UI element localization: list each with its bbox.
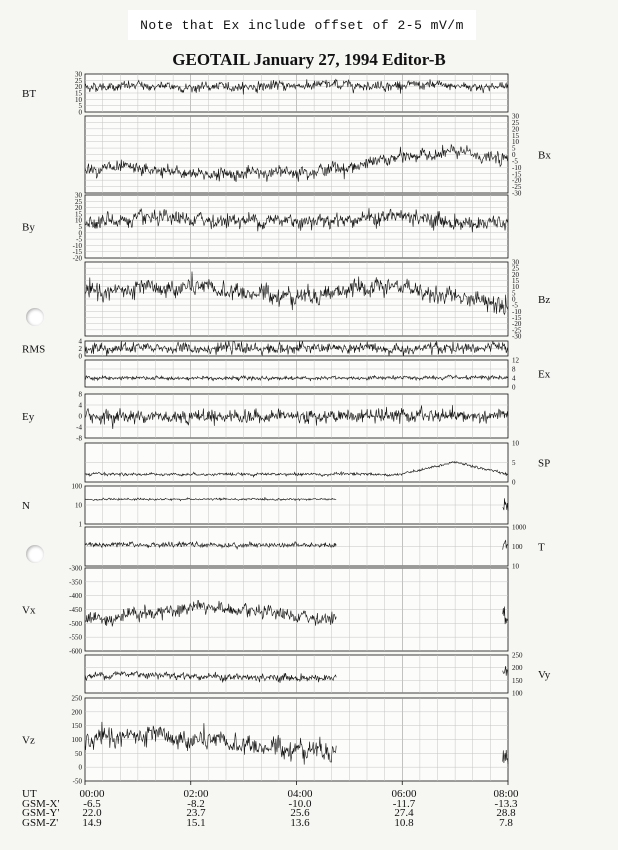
tick-label-t: 100 bbox=[512, 543, 523, 551]
tick-label-bx: -15 bbox=[512, 170, 522, 179]
tick-label-bx: -30 bbox=[512, 189, 522, 198]
footer-value: 15.1 bbox=[186, 816, 206, 829]
tick-label-by: 10 bbox=[75, 216, 82, 225]
tick-label-bz: -10 bbox=[512, 307, 522, 316]
tick-label-bx: -10 bbox=[512, 163, 522, 172]
footer-value: 14.9 bbox=[82, 816, 102, 829]
tick-label-ey: -8 bbox=[76, 434, 82, 443]
panel-label-vz: Vz bbox=[22, 734, 35, 747]
chart-title: GEOTAIL January 27, 1994 Editor-B bbox=[172, 50, 446, 69]
tick-label-n: 100 bbox=[71, 482, 82, 491]
tick-label-ex: 12 bbox=[512, 356, 519, 365]
tick-label-vz: 50 bbox=[75, 749, 82, 758]
footer-value: -6.5 bbox=[83, 797, 101, 810]
tick-label-vx: -500 bbox=[69, 619, 82, 628]
tick-label-vz: 200 bbox=[71, 708, 82, 717]
tick-label-bx: 30 bbox=[512, 112, 519, 121]
tick-label-vx: -450 bbox=[69, 606, 82, 614]
tick-label-vx: -400 bbox=[69, 592, 82, 601]
footer-value: 27.4 bbox=[394, 807, 414, 819]
tick-label-bx: -25 bbox=[512, 183, 522, 192]
footer-value: -13.3 bbox=[494, 797, 518, 810]
footer-value: -8.2 bbox=[187, 797, 205, 810]
tick-label-sp: 5 bbox=[512, 459, 516, 467]
tick-label-vz: -50 bbox=[72, 777, 82, 786]
footer-value: 13.6 bbox=[290, 816, 310, 829]
tick-label-vx: -550 bbox=[69, 633, 82, 642]
tick-label-ex: 0 bbox=[512, 383, 516, 392]
tick-label-bt: 10 bbox=[75, 95, 82, 104]
tick-label-by: 15 bbox=[75, 210, 82, 219]
tick-label-vy: 150 bbox=[512, 676, 523, 685]
panel-label-rms: RMS bbox=[22, 343, 46, 356]
tick-label-rms: 4 bbox=[78, 337, 82, 346]
tick-label-bx: 25 bbox=[512, 118, 519, 127]
tick-label-ey: 4 bbox=[78, 401, 82, 410]
tick-label-ey: -4 bbox=[76, 423, 82, 432]
footer-value: 28.8 bbox=[496, 807, 516, 819]
tick-label-bz: 30 bbox=[512, 258, 519, 267]
tick-label-sp: 10 bbox=[512, 439, 519, 448]
footer-value: 23.7 bbox=[186, 807, 206, 819]
tick-label-bz: 10 bbox=[512, 283, 519, 292]
footer-value: 25.6 bbox=[290, 807, 310, 819]
tick-label-bt: 25 bbox=[75, 76, 82, 85]
tick-label-bt: 5 bbox=[78, 102, 82, 111]
tick-label-by: 0 bbox=[78, 229, 82, 238]
tick-label-t: 1000 bbox=[512, 523, 526, 532]
tick-label-bx: 0 bbox=[512, 151, 516, 159]
panel-label-bx: Bx bbox=[538, 149, 551, 162]
footer-value: -11.7 bbox=[392, 797, 416, 810]
panel-label-bt: BT bbox=[22, 88, 37, 100]
tick-label-bz: 0 bbox=[512, 295, 516, 304]
tick-label-bx: 10 bbox=[512, 138, 519, 147]
panel-label-t: T bbox=[538, 541, 545, 554]
tick-label-by: -15 bbox=[72, 248, 82, 257]
tick-label-vz: 100 bbox=[71, 736, 82, 744]
tick-label-n: 1 bbox=[78, 520, 82, 529]
tick-label-by: -5 bbox=[76, 235, 82, 244]
panel-label-ey: Ey bbox=[22, 411, 35, 423]
tick-label-by: 20 bbox=[75, 204, 82, 213]
tick-label-bz: -30 bbox=[512, 332, 522, 341]
footer-value: 22.0 bbox=[82, 807, 102, 819]
tick-label-sp: 0 bbox=[512, 478, 516, 487]
tick-label-by: 30 bbox=[75, 191, 82, 200]
footer-value: 02:00 bbox=[183, 788, 209, 800]
tick-label-bt: 30 bbox=[75, 70, 82, 79]
footer-value: 7.8 bbox=[499, 816, 513, 829]
tick-label-bz: 20 bbox=[512, 270, 519, 279]
footer-value: -10.0 bbox=[288, 797, 312, 810]
tick-label-vz: 150 bbox=[71, 722, 82, 731]
tick-label-bz: 25 bbox=[512, 264, 519, 273]
footer-row-label: GSM-Z' bbox=[22, 816, 59, 829]
tick-label-t: 10 bbox=[512, 562, 519, 571]
tick-label-vz: 250 bbox=[71, 694, 82, 703]
tick-label-bt: 15 bbox=[75, 89, 82, 98]
tick-label-ex: 4 bbox=[512, 374, 516, 383]
panel-label-ex: Ex bbox=[538, 368, 551, 381]
tick-label-rms: 2 bbox=[78, 345, 82, 353]
footer-value: 10.8 bbox=[394, 816, 414, 829]
footer-row-label: UT bbox=[22, 788, 37, 800]
panel-label-vy: Vy bbox=[538, 669, 551, 681]
footer-row-label: GSM-Y' bbox=[22, 807, 60, 819]
tick-label-rms: 0 bbox=[78, 352, 82, 361]
tick-label-bt: 0 bbox=[78, 108, 82, 117]
footer-row-label: GSM-X' bbox=[22, 797, 60, 810]
tick-label-bz: -15 bbox=[512, 314, 522, 322]
tick-label-ex: 8 bbox=[512, 365, 516, 374]
panel-label-n: N bbox=[22, 500, 30, 512]
tick-label-by: -10 bbox=[72, 241, 82, 250]
tick-label-bx: 20 bbox=[512, 125, 519, 134]
tick-label-bx: 15 bbox=[512, 131, 519, 140]
tick-label-bz: -5 bbox=[512, 301, 518, 310]
tick-label-bz: 15 bbox=[512, 277, 519, 285]
panel-label-sp: SP bbox=[538, 457, 551, 470]
tick-label-vz: 0 bbox=[78, 763, 82, 772]
panel-label-by: By bbox=[22, 221, 35, 234]
tick-label-bz: -25 bbox=[512, 326, 522, 335]
footer-value: 08:00 bbox=[493, 788, 519, 800]
tick-label-by: 5 bbox=[78, 223, 82, 231]
tick-label-bz: 5 bbox=[512, 289, 516, 298]
footer-value: 00:00 bbox=[79, 788, 105, 800]
tick-label-bz: -20 bbox=[512, 320, 522, 329]
tick-label-vx: -600 bbox=[69, 647, 82, 656]
tick-label-by: -20 bbox=[72, 254, 82, 263]
tick-label-bt: 20 bbox=[75, 83, 82, 92]
tick-label-bx: -20 bbox=[512, 176, 522, 185]
tick-label-vy: 200 bbox=[512, 664, 523, 673]
tick-label-vy: 100 bbox=[512, 689, 523, 698]
tick-label-bx: -5 bbox=[512, 157, 518, 166]
tick-label-by: 25 bbox=[75, 197, 82, 206]
tick-label-vy: 250 bbox=[512, 651, 523, 660]
tick-label-vx: -350 bbox=[69, 578, 82, 587]
tick-label-n: 10 bbox=[75, 501, 82, 510]
offset-note: Note that Ex include offset of 2-5 mV/m bbox=[128, 10, 476, 40]
tick-label-vx: -300 bbox=[69, 564, 82, 573]
footer-value: 04:00 bbox=[287, 788, 313, 800]
tick-label-ey: 8 bbox=[78, 390, 82, 399]
footer-value: 06:00 bbox=[391, 788, 417, 800]
tick-label-ey: 0 bbox=[78, 412, 82, 421]
panel-label-vx: Vx bbox=[22, 604, 36, 617]
panel-label-bz: Bz bbox=[538, 294, 551, 306]
tick-label-bx: 5 bbox=[512, 144, 516, 153]
